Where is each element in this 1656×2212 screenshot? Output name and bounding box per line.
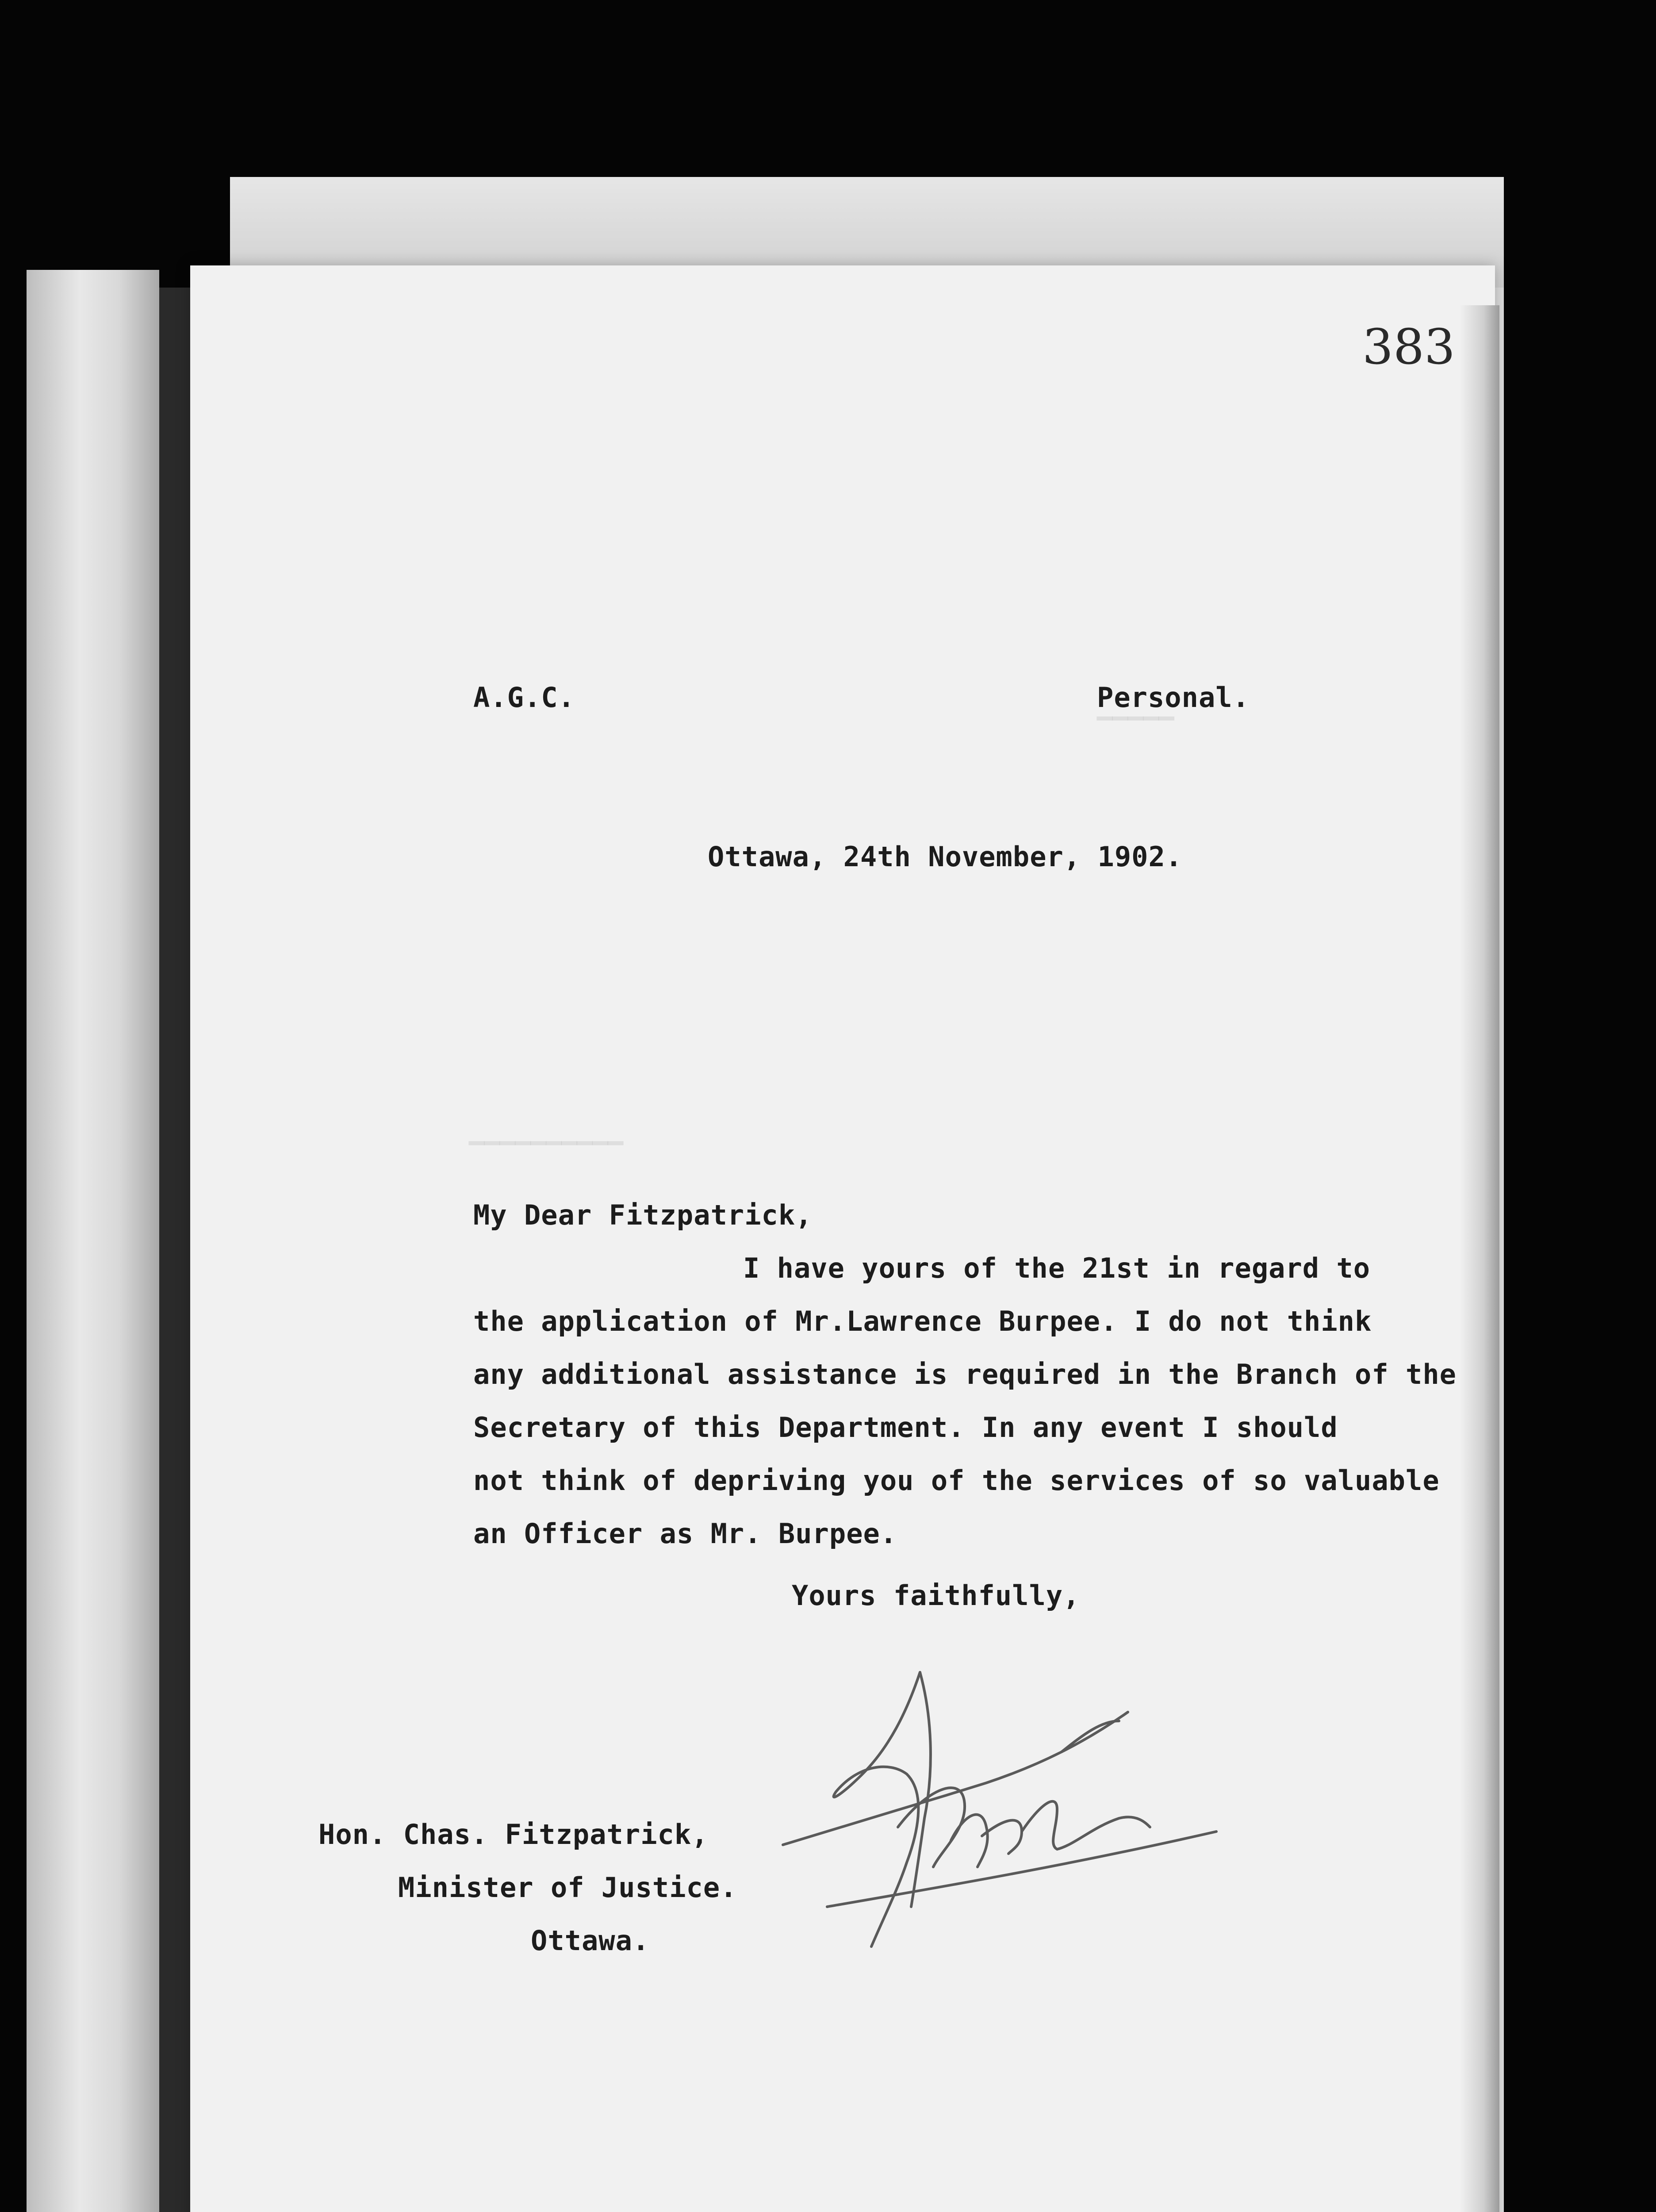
closing: Yours faithfully, <box>792 1579 1080 1612</box>
body-line: an Officer as Mr. Burpee. <box>473 1517 897 1550</box>
salutation: My Dear Fitzpatrick, <box>473 1199 813 1231</box>
addressee-title: Minister of Justice. <box>398 1871 737 1904</box>
dateline: Ottawa, 24th November, 1902. <box>708 841 1183 873</box>
handwritten-signature <box>774 1659 1238 2013</box>
body-line: Secretary of this Department. In any event I should <box>473 1411 1338 1444</box>
reference-code: A.G.C. <box>473 681 575 714</box>
body-line: not think of depriving you of the services of so valuable <box>473 1464 1440 1497</box>
page-number: 383 <box>1362 319 1455 375</box>
personal-marking: Personal. <box>1097 681 1250 714</box>
body-line: any additional assistance is required in the Branch of the <box>473 1358 1457 1390</box>
body-line: I have yours of the 21st in regard to <box>743 1252 1371 1284</box>
body-line: the application of Mr.Lawrence Burpee. I do not think <box>473 1305 1372 1337</box>
addressee-city: Ottawa. <box>531 1924 650 1957</box>
bleed-through-mark: ▔▔▔▔▔ <box>1097 717 1174 747</box>
page-right-edge <box>1460 305 1499 2212</box>
addressee-name: Hon. Chas. Fitzpatrick, <box>318 1818 709 1851</box>
folded-page-strip <box>27 270 159 2212</box>
bleed-through-mark: ▔▔▔▔▔▔▔▔▔▔ <box>469 1141 624 1171</box>
